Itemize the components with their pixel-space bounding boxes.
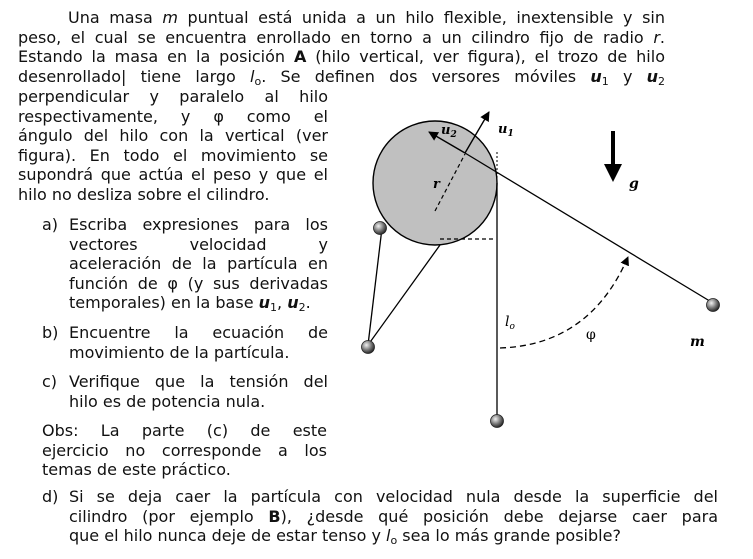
left-line: ángulo del hilo con la vertical (ver <box>18 126 328 145</box>
question-label: d) <box>42 487 59 506</box>
label-u1: $u_1$ <box>498 122 514 139</box>
label-g: g <box>629 176 639 192</box>
left-line: perpendicular y paralelo al hilo <box>18 87 328 106</box>
question-line: Verifique que la tensión del <box>69 372 328 391</box>
intro-line-1: Una masa m puntual está unida a un hilo flexible, inextensible y sin <box>68 8 666 27</box>
question-label: c) <box>42 372 58 391</box>
question-line: movimiento de la partícula. <box>69 342 290 362</box>
question-line: cilindro (por ejemplo B), ¿desde qué posición debe dejarse caer para <box>69 506 719 526</box>
label-m: m <box>690 334 705 350</box>
mass-a <box>491 415 504 428</box>
label-lo: $l_o$ <box>505 314 515 332</box>
label-u2: $u_2$ <box>441 123 457 140</box>
left-line: hilo no desliza sobre el cilindro. <box>18 184 270 204</box>
question-line: Si se deja caer la partícula con velocidad nula desde la superficie del <box>69 487 718 506</box>
intro-line-4: desenrollado| tiene largo $l_o$. Se definen dos versores móviles $u_1$ y $u_2$ <box>18 66 666 88</box>
contact-ball <box>374 222 387 235</box>
mass-m <box>707 299 720 312</box>
gravity-arrow-head <box>604 164 622 182</box>
question-line: hilo es de potencia nula. <box>69 391 266 411</box>
intro-line-2: peso, el cual se encuentra enrollado en torno a un cilindro fijo de radio r. <box>18 27 665 47</box>
question-line: aceleración de la partícula en <box>69 254 328 273</box>
phi-arc <box>500 257 628 348</box>
thread-inclined <box>465 153 713 303</box>
obs-line: temas de este práctico. <box>42 460 231 479</box>
left-line: supondrá que actúa el peso y que el <box>18 165 328 184</box>
intro-line-3: Estando la masa en la posición A (hilo vertical, ver figura), el trozo de hilo <box>18 47 665 66</box>
label-phi: φ <box>586 327 596 343</box>
question-line: temporales) en la base $u_1$, $u_2$. <box>69 293 311 314</box>
left-line: figura). En todo el movimiento se <box>18 145 328 165</box>
obs-line: Obs: La parte (c) de este <box>42 421 327 440</box>
question-line: vectores velocidad y <box>69 234 328 254</box>
left-line: respectivamente, y φ como el <box>18 106 328 126</box>
question-line: función de φ (y sus derivadas <box>69 273 328 293</box>
label-r: r <box>433 177 440 192</box>
mass-b <box>362 341 375 354</box>
question-line: Encuentre la ecuación de <box>69 323 328 342</box>
question-label: a) <box>42 215 59 234</box>
question-line: que el hilo nunca deje de estar tenso y $l_o$ sea lo más grande posible? <box>69 526 621 547</box>
question-line: Escriba expresiones para los <box>69 215 328 234</box>
question-label: b) <box>42 323 59 342</box>
obs-line: ejercicio no corresponde a los <box>42 440 327 460</box>
